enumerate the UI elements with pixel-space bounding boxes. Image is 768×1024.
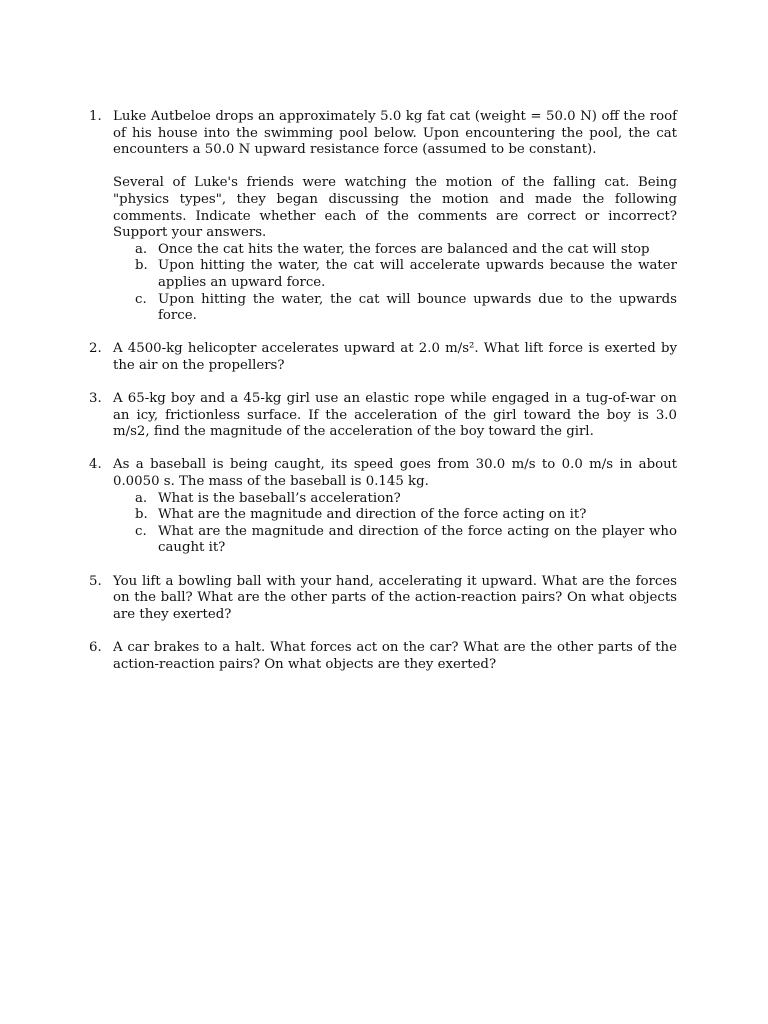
sub-question-list: [113, 242, 677, 325]
sub-question-letter: c.: [135, 523, 147, 539]
sub-question-text: Upon hitting the water, the cat will accelerate upwards because the water applies an upward force.: [158, 258, 677, 290]
sub-question-letter: b.: [135, 507, 148, 523]
question-number: 5.: [89, 573, 102, 589]
question-text: You lift a bowling ball with your hand, accelerating it upward. What are the forces on the ball? What are the other parts of the action-reaction pairs? On what objects are they exerted?: [113, 573, 677, 622]
sub-question-letter: b.: [135, 258, 148, 274]
sub-question-text: What are the magnitude and direction of the force acting on the player who caught it?: [158, 523, 677, 556]
sub-question-list: [113, 491, 677, 557]
question-3: [89, 391, 677, 441]
sub-question-b: [135, 507, 677, 524]
question-number: 4.: [89, 457, 102, 473]
sub-question-letter: c.: [135, 291, 147, 307]
sub-question-text: What is the baseball’s acceleration?: [158, 490, 401, 506]
question-text: As a baseball is being caught, its speed goes from 30.0 m/s to 0.0 m/s in about 0.0050 s. The mass of the baseball is 0.145 kg.: [113, 457, 677, 490]
question-list: [89, 109, 677, 690]
question-number: 2.: [89, 341, 102, 357]
sub-question-a: [135, 490, 677, 508]
sub-question-c: [135, 523, 677, 557]
question-text: A car brakes to a halt. What forces act on the car? What are the other parts of the action-reaction pairs? On what objects are they exerted?: [113, 640, 677, 672]
question-text: Several of Luke's friends were watching the motion of the falling cat. Being "physics types", they began discussing the motion and made the following comments. Indicate whether each of the comments are correct or incorrect? Support your answers.: [113, 175, 677, 241]
sub-question-c: [135, 291, 677, 325]
question-number: 3.: [89, 391, 102, 407]
sub-question-text: Once the cat hits the water, the forces are balanced and the cat will stop: [158, 241, 650, 257]
sub-question-letter: a.: [135, 490, 148, 506]
sub-question-text: What are the magnitude and direction of the force acting on it?: [158, 507, 587, 523]
question-number: 1.: [89, 109, 102, 124]
question-text: A 65-kg boy and a 45-kg girl use an elastic rope while engaged in a tug-of-war on an icy, frictionless surface. If the acceleration of the girl toward the boy is 3.0 m/s2, find the magnitude of the acceleration of the boy toward the girl.: [113, 391, 677, 440]
question-1: [89, 109, 677, 325]
sub-question-text: Upon hitting the water, the cat will bounce upwards due to the upwards force.: [158, 291, 677, 324]
question-number: 6.: [89, 640, 102, 655]
question-text: A 4500-kg helicopter accelerates upward at 2.0 m/s². What lift force is exerted by the air on the propellers?: [113, 341, 677, 373]
sub-question-letter: a.: [135, 241, 148, 257]
sub-question-b: [135, 258, 677, 291]
question-6: [89, 640, 677, 673]
question-5: [89, 573, 677, 624]
question-4: [89, 457, 677, 557]
question-2: [89, 341, 677, 374]
question-text: Luke Autbeloe drops an approximately 5.0 kg fat cat (weight = 50.0 N) off the roof of his house into the swimming pool below. Upon encountering the pool, the cat encounters a 50.0 N upward resistance force (assumed to be constant).: [113, 109, 677, 158]
sub-question-a: [135, 241, 677, 259]
